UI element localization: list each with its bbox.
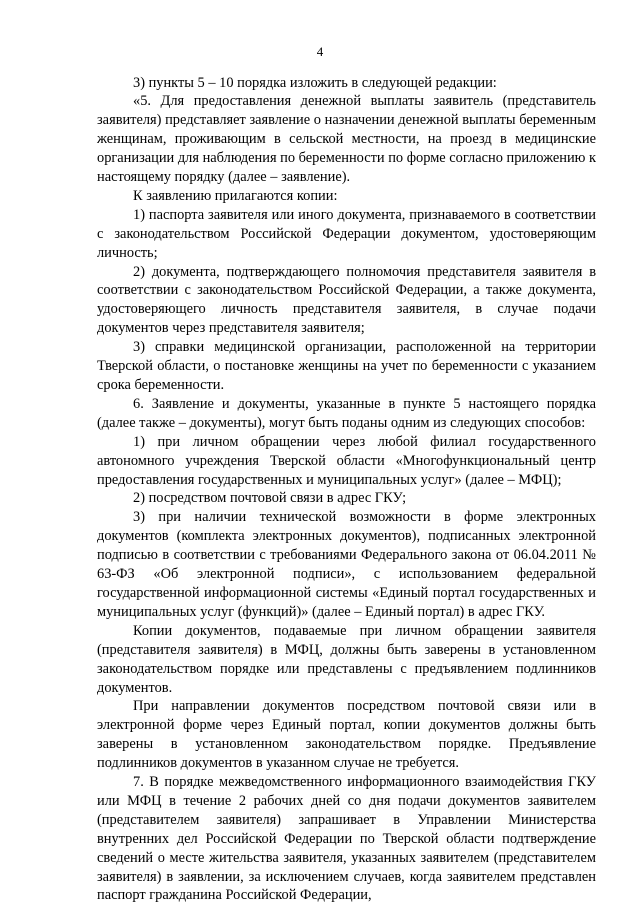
page-number: 4 (316, 44, 324, 59)
paragraph-item-3-amendment: 3) пункты 5 – 10 порядка изложить в следующей редакции: (133, 74, 497, 91)
paragraph-copies-mfc: Копии документов, подаваемые при личном обращении заявителя (представителя заявителя) в МФЦ, должны быть заверены в установленном законодательством порядке или представлены с предъявлением подлинников документов. (97, 622, 596, 696)
document-body (97, 74, 596, 905)
paragraph-method-3: 3) при наличии технической возможности в форме электронных документов (комплекта электронных документов), подписанных электронной подписью в соответствии с требованиями Федерального закона от 06.04.2011 № 63-ФЗ «Об электронной подписи», с использованием федеральной государственной информационной системы «Единый портал государственных и муниципальных услуг (функций)» (далее – Единый портал) в адрес ГКУ. (97, 509, 596, 620)
paragraph-method-1: 1) при личном обращении через любой филиал государственного автономного учреждения Тверской области «Многофункциональный центр предоставления государственных и муниципальных услуг» (далее – МФЦ); (97, 433, 596, 488)
paragraph-method-2: 2) посредством почтовой связи в адрес ГКУ; (133, 490, 407, 507)
paragraph-clause-6: 6. Заявление и документы, указанные в пункте 5 настоящего порядка (далее также – документы), могут быть поданы одним из следующих способов: (97, 395, 596, 431)
paragraph-attachment-2: 2) документа, подтверждающего полномочия представителя заявителя в соответствии с законодательством Российской Федерации, а также документа, удостоверяющего личность представителя заявителя, в случае подачи документов через представителя заявителя; (97, 263, 596, 337)
paragraph-attachment-3: 3) справки медицинской организации, расположенной на территории Тверской области, о постановке женщины на учет по беременности с указанием срока беременности. (97, 339, 596, 393)
paragraph-clause-5: «5. Для предоставления денежной выплаты заявитель (представитель заявителя) представляет заявление о назначении денежной выплаты беременным женщинам, проживающим в сельской местности, на проезд в медицинские организации для наблюдения по беременности по форме согласно приложению к настоящему порядку (далее – заявление). (97, 93, 596, 186)
paragraph-attachment-1: 1) паспорта заявителя или иного документа, признаваемого в соответствии с законодательством Российской Федерации документом, удостоверяющим личность; (97, 206, 596, 261)
paragraph-clause-7: 7. В порядке межведомственного информационного взаимодействия ГКУ или МФЦ в течение 2 рабочих дней со дня подачи документов заявителем (представителем заявителя) запрашивает в Управлении Министерства внутренних дел Российской Федерации по Тверской области подтверждение сведений о месте жительства заявителя, указанных заявителем (представителем заявителя) в заявлении, за исключением случаев, когда заявителем представлен паспорт гражданина Российской Федерации, (97, 774, 596, 904)
paragraph-copies-post-portal: При направлении документов посредством почтовой связи или в электронной форме через Единый портал, копии документов должны быть заверены в установленном законодательством порядке. Предъявление подлинников документов в указанном случае не требуется. (97, 698, 596, 772)
paragraph-attachments-intro: К заявлению прилагаются копии: (133, 187, 338, 204)
